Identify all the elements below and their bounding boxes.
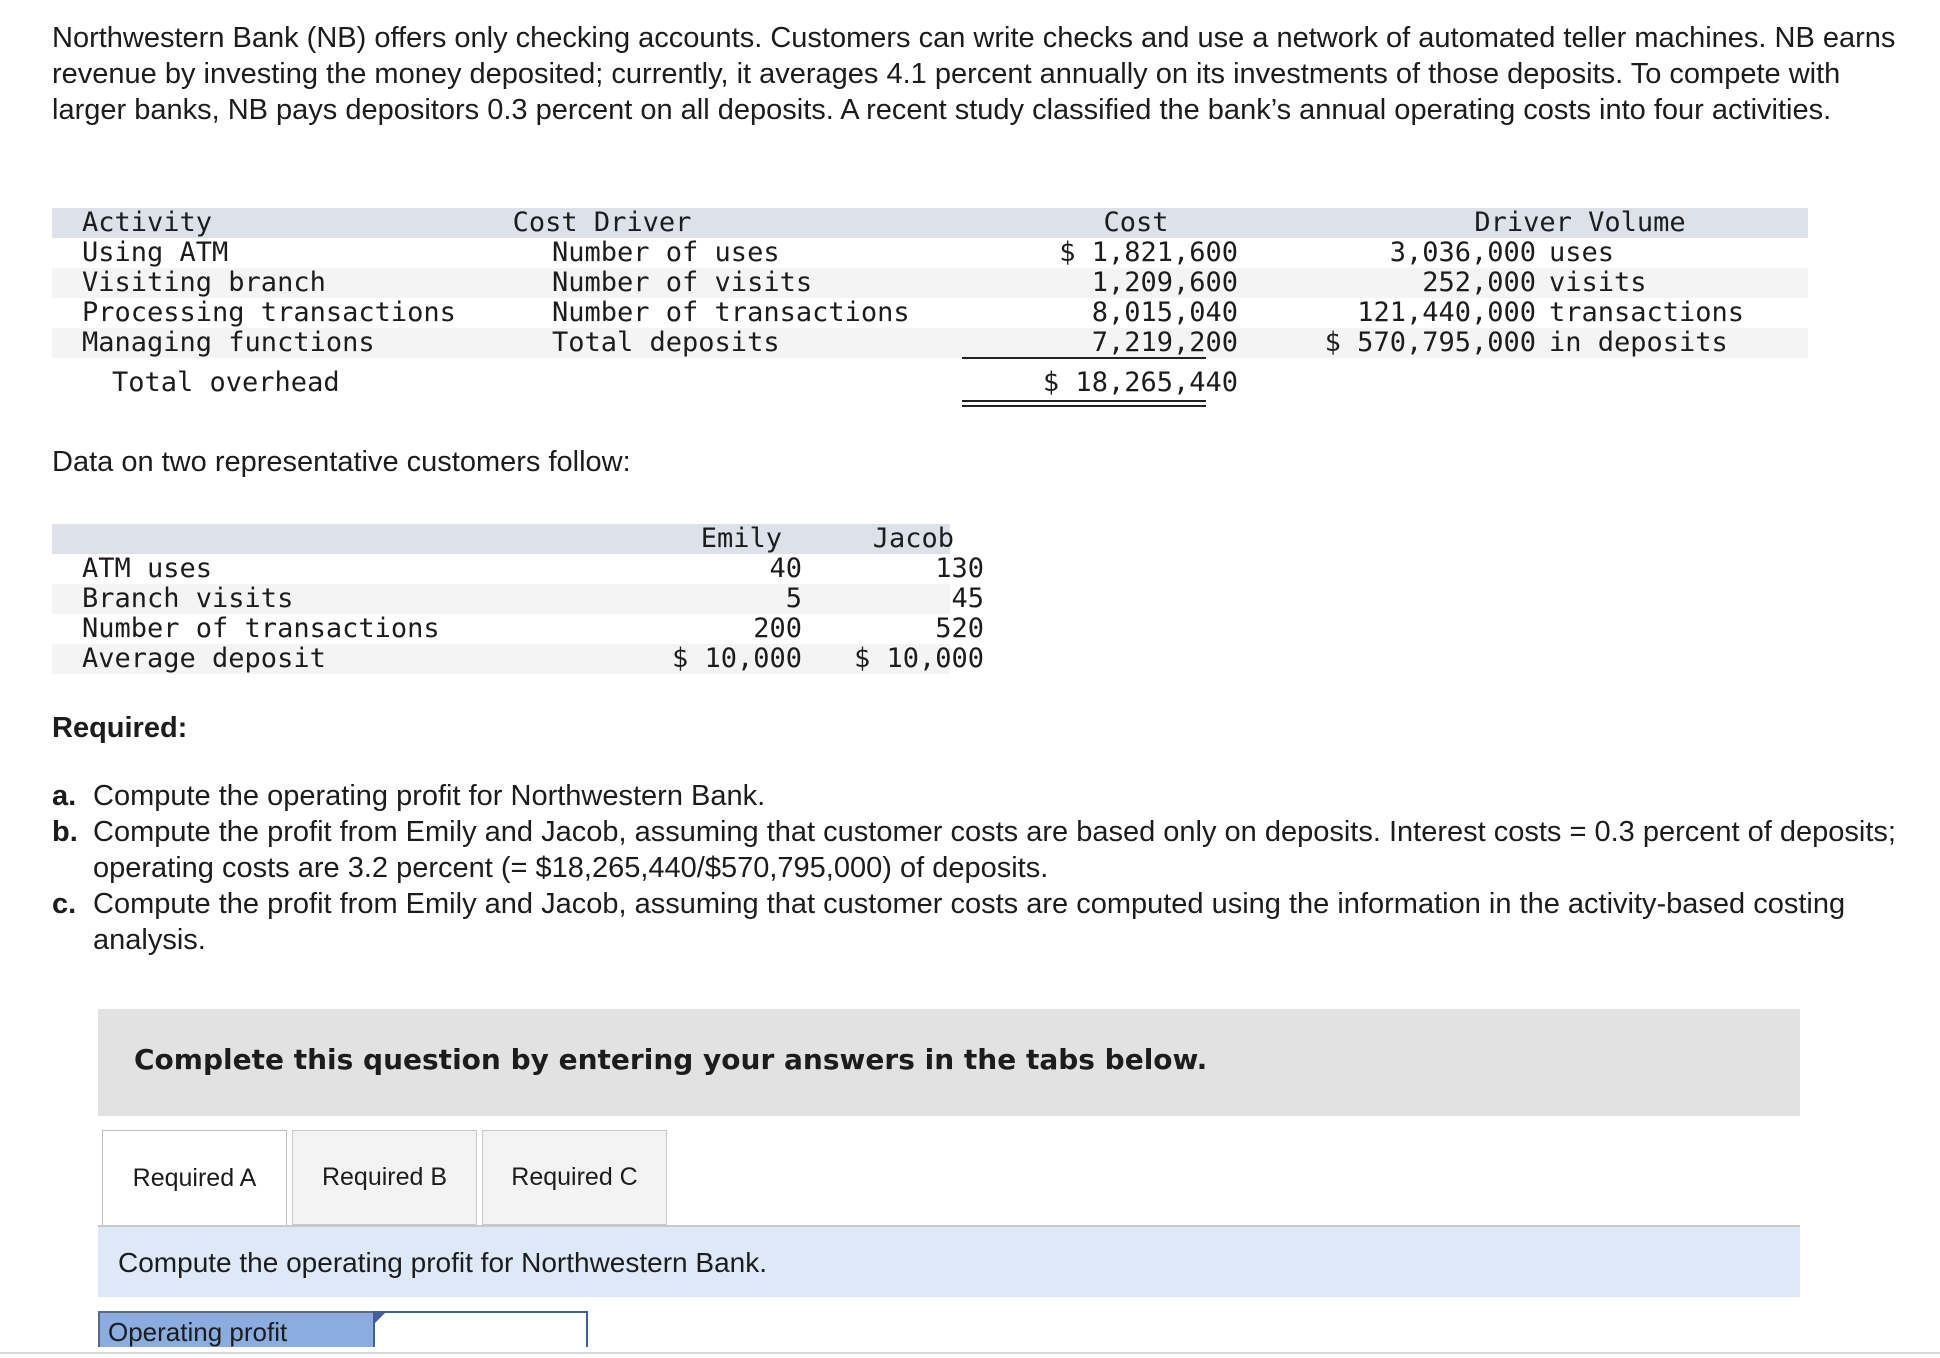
item-letter: a. [52,780,77,812]
emily-value: 40 [769,553,802,584]
activity-cost: 7,219,200 [1091,327,1238,358]
table-row [52,328,1808,358]
driver-unit: in deposits [1549,327,1728,358]
total-overhead-row [52,364,1808,402]
activity-name: Managing functions [82,327,375,358]
item-text: Compute the profit from Emily and Jacob, assuming that customer costs are based only on deposits. Interest costs = 0.3 percent of deposits; operating costs are 3.2 percent (= $18,265,440/$570,795,000) of deposits. [93,816,1896,884]
operating-profit-input[interactable] [373,1311,588,1347]
activity-name: Visiting branch [82,267,326,298]
table-row [52,298,1808,328]
operating-profit-label: Operating profit [98,1311,373,1347]
header-cost: Cost [1103,207,1169,238]
emily-value: 5 [785,583,802,614]
cost-driver: Number of visits [552,267,813,298]
item-letter: c. [52,888,77,920]
emily-value: 200 [753,613,802,644]
activity-cost: 1,209,600 [1091,267,1238,298]
table-row [52,643,984,674]
jacob-value: $ 10,000 [853,643,984,674]
problem-intro: Northwestern Bank (NB) offers only checking accounts. Customers can write checks and use a network of automated teller machines. NB earns revenue by investing the money deposited; currently, it averages 4.1 percent annually on its investments of those deposits. To compete with larger banks, NB pays depositors 0.3 percent on all deposits. A recent study classified the bank’s annual operating costs into four activities. [52,22,1896,126]
jacob-value: 130 [935,553,984,584]
activity-cost-table [52,208,1808,358]
header-driver-volume: Driver Volume [1474,207,1686,238]
list-item [52,778,1922,814]
cost-driver: Number of transactions [552,297,910,328]
header-jacob: Jacob [872,523,954,554]
tab-panel [98,1225,1800,1297]
table-row [52,268,1808,298]
total-double-rule [962,405,1206,407]
total-rule-top [962,357,1206,359]
header-activity: Activity [82,207,213,238]
tab-required-a[interactable]: Required A [102,1130,287,1226]
tab-required-b[interactable]: Required B [292,1130,477,1225]
list-item [52,886,1922,958]
tab-panel-instruction: Compute the operating profit for Northwestern Bank. [118,1247,768,1278]
instructions-text: Complete this question by entering your answers in the tabs below. [134,1043,1208,1076]
required-list [52,778,1922,958]
activity-name: Processing transactions [82,297,456,328]
driver-volume: $ 570,795,000 [1324,327,1536,358]
table-row [52,583,984,614]
table-row [52,238,1808,268]
customer-data-table [52,523,984,674]
item-letter: b. [52,816,78,848]
driver-unit: transactions [1549,297,1745,328]
cost-driver: Number of uses [552,237,780,268]
item-text: Compute the operating profit for Northwestern Bank. [93,780,766,812]
tab-required-c[interactable]: Required C [482,1130,667,1225]
total-overhead-cost: $ 18,265,440 [1042,367,1238,398]
list-item [52,814,1922,886]
driver-unit: visits [1549,267,1647,298]
total-double-rule [962,400,1206,402]
activity-cost: 8,015,040 [1091,297,1238,328]
header-emily: Emily [700,523,782,554]
header-cost-driver: Cost Driver [512,207,692,238]
customer-metric: Average deposit [82,643,326,674]
table-row [52,553,984,584]
customers-intro: Data on two representative customers follow: [52,446,631,478]
table-row [52,613,984,644]
item-text: Compute the profit from Emily and Jacob, assuming that customer costs are computed using the information in the activity-based costing analysis. [93,888,1846,956]
divider [0,1352,1940,1354]
instructions-box [98,1009,1800,1116]
total-overhead-label: Total overhead [112,367,340,398]
customer-table-header [52,523,954,554]
driver-volume: 3,036,000 [1389,237,1536,268]
jacob-value: 45 [951,583,984,614]
customer-metric: Branch visits [82,583,294,614]
emily-value: $ 10,000 [671,643,802,674]
required-heading: Required: [52,712,188,744]
activity-name: Using ATM [82,237,229,268]
customer-metric: ATM uses [82,553,213,584]
customer-metric: Number of transactions [82,613,440,644]
driver-volume: 121,440,000 [1357,297,1536,328]
driver-unit: uses [1549,237,1615,268]
driver-volume: 252,000 [1422,267,1536,298]
jacob-value: 520 [935,613,984,644]
cost-driver: Total deposits [552,327,780,358]
activity-cost: $ 1,821,600 [1059,237,1238,268]
activity-table-header [52,208,1808,238]
